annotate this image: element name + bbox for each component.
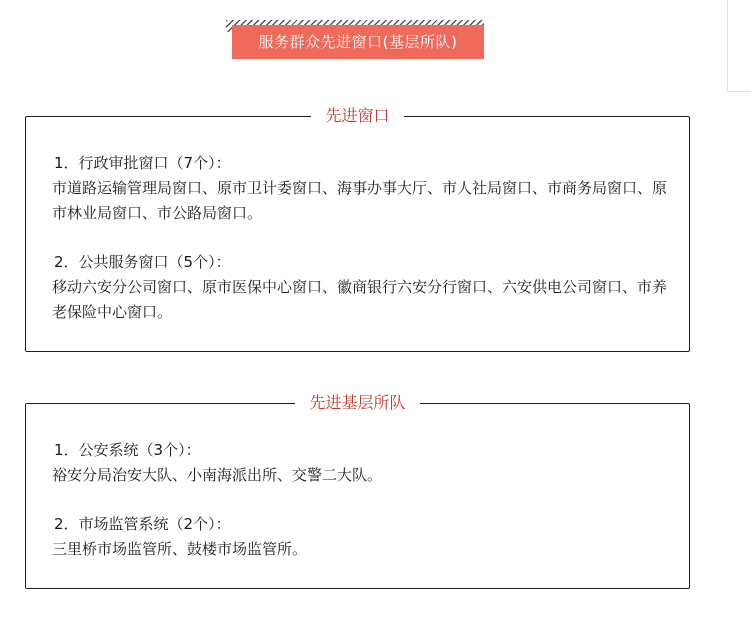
group-heading: 1．行政审批窗口（7个）： xyxy=(54,154,231,172)
group-heading: 1．公安系统（3个）： xyxy=(54,441,201,459)
group-heading: 2．市场监管系统（2个）： xyxy=(54,515,231,533)
group-body: 裕安分局治安大队、小南海派出所、交警二大队。 xyxy=(52,466,383,484)
group-body: 三里桥市场监管所、鼓楼市场监管所。 xyxy=(52,540,308,558)
page-edge-divider xyxy=(727,0,751,92)
section-content xyxy=(52,438,673,562)
section-header-banner xyxy=(226,20,486,60)
grassroots-units-section xyxy=(25,393,690,589)
section-content xyxy=(52,151,673,325)
section-title-text: 先进窗口 xyxy=(311,105,403,127)
section-title-text: 先进基层所队 xyxy=(295,392,419,414)
group-body: 移动六安分公司窗口、原市医保中心窗口、徽商银行六安分行窗口、六安供电公司窗口、市养老保险中心窗口。 xyxy=(52,278,668,321)
advanced-windows-section xyxy=(25,106,690,352)
group-heading: 2．公共服务窗口（5个）： xyxy=(54,253,231,271)
page-title: 服务群众先进窗口(基层所队) xyxy=(232,25,484,59)
section-title xyxy=(26,392,689,414)
group-body: 市道路运输管理局窗口、原市卫计委窗口、海事办事大厅、市人社局窗口、市商务局窗口、原市林业局窗口、市公路局窗口。 xyxy=(52,179,668,222)
section-title xyxy=(26,105,689,127)
